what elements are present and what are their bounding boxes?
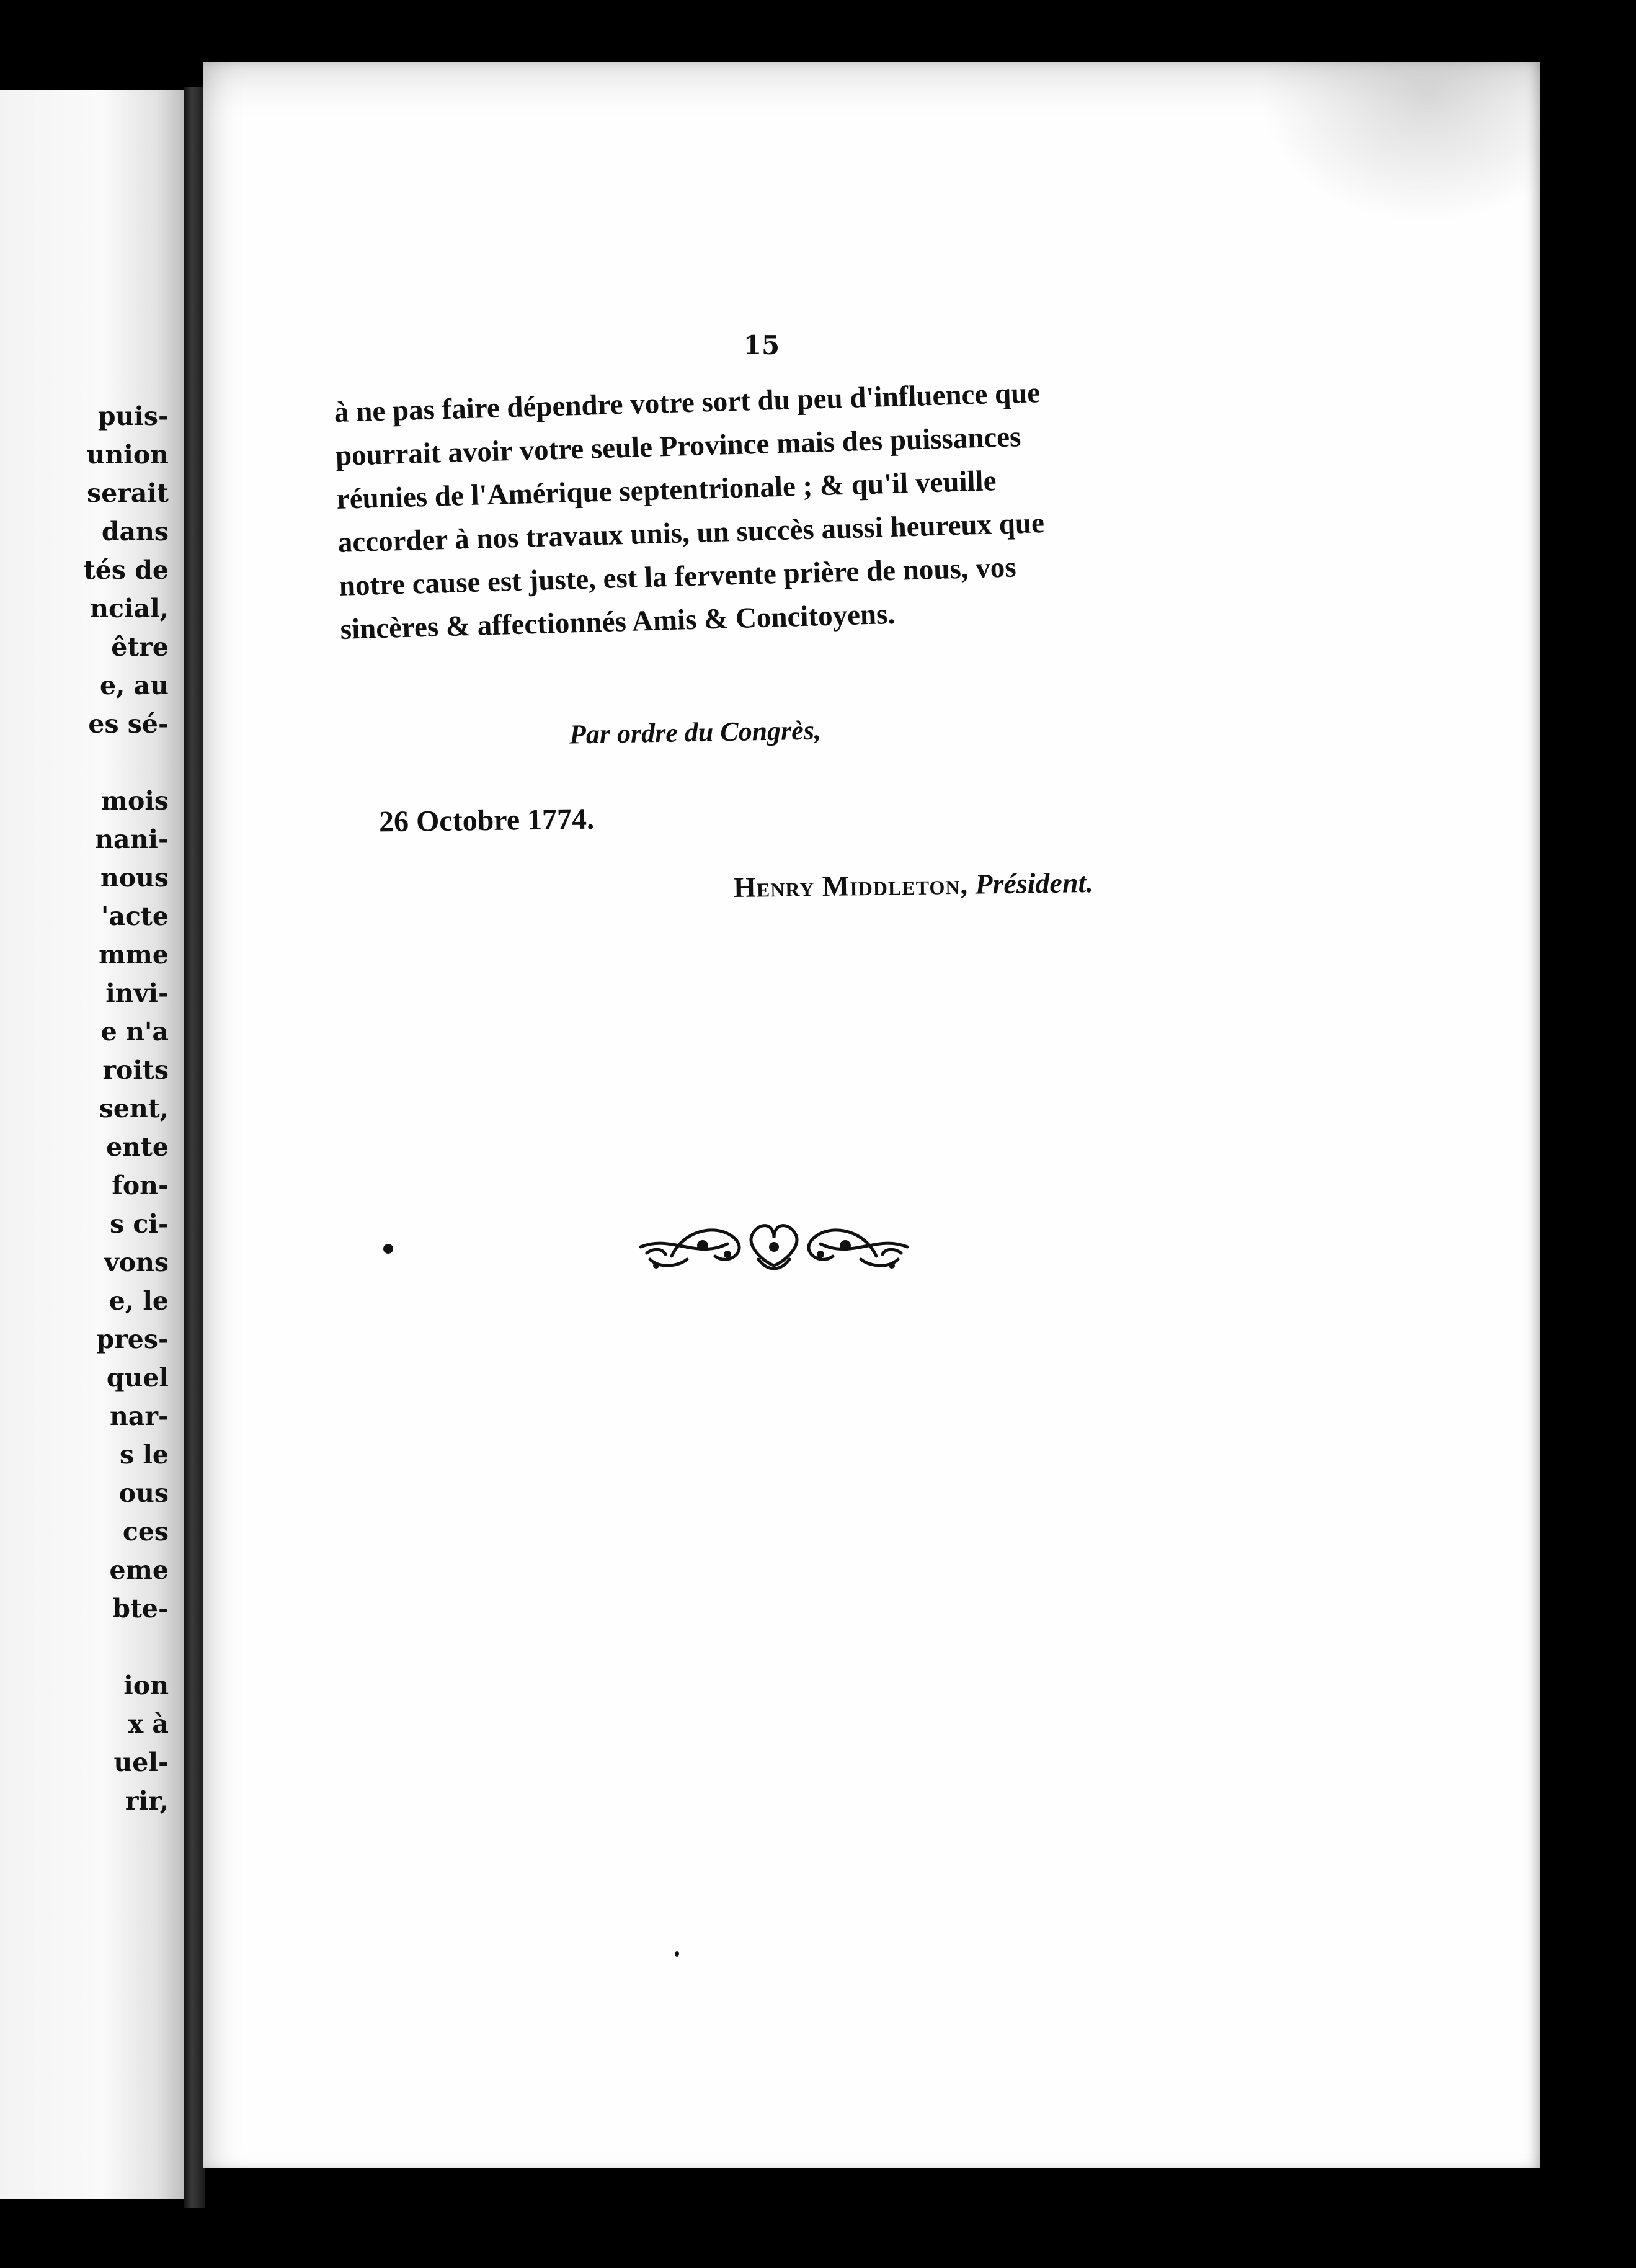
left-fragment-line: sent, [99,1094,169,1123]
left-fragment-line: eme [109,1555,169,1585]
left-fragment-line: 'acte [100,901,169,931]
left-fragment-line: pres- [96,1324,169,1354]
ink-speck [675,1951,679,1957]
left-fragment-line: e, le [109,1286,169,1316]
signoff-line: Par ordre du Congrès, [569,715,822,750]
left-fragment-line: dans [101,517,169,547]
left-fragment-line: e n'a [100,1017,169,1047]
left-fragment-line: ous [118,1478,169,1508]
left-page-text-fragments [0,397,169,1820]
left-fragment-line: bte- [112,1594,169,1623]
ink-speck [383,1244,393,1254]
left-fragment-line: es sé- [88,709,169,739]
left-fragment-line: invi- [105,978,169,1008]
left-fragment-line: union [86,440,169,470]
body-paragraph [334,365,1246,651]
left-fragment-line: ncial, [90,594,169,623]
paragraph-line: pourrait avoir votre seule Province mais des puissances [335,421,1021,472]
left-fragment-line: serait [87,478,169,508]
left-fragment-line: rir, [125,1786,169,1816]
left-fragment-line: x à [128,1709,169,1739]
left-fragment-line: e, au [99,671,169,700]
left-fragment-line: fon- [112,1171,169,1200]
date-line: 26 Octobre 1774. [378,802,595,839]
left-fragment-line: quel [106,1363,169,1393]
book-gutter [184,87,205,2208]
left-fragment-line: tés de [83,555,169,585]
left-fragment-line: mme [99,940,169,970]
signature-name: Henry Middleton, [733,868,969,904]
left-fragment-line: puis- [97,401,169,431]
left-fragment-line: roits [102,1055,169,1085]
left-fragment-line: ion [123,1671,169,1700]
paragraph-line: sincères & affectionnés Amis & Concitoyens. [340,597,896,646]
left-fragment-line: uel- [113,1748,169,1777]
left-fragment-line [0,1628,169,1666]
paragraph-line: notre cause est juste, est la fervente prière de nous, vos [339,551,1017,602]
left-fragment-line: s le [119,1440,169,1470]
left-fragment-line: ente [106,1132,169,1162]
left-fragment-line: s ci- [110,1209,169,1239]
paragraph-line: réunies de l'Amérique septentrionale ; & qu'il veuille [336,465,997,516]
page-number: 15 [743,330,780,360]
left-fragment-line [0,743,169,782]
left-page-fragment [0,90,185,2199]
floral-ornament-icon [634,1210,914,1284]
left-fragment-line: être [111,632,169,662]
left-fragment-line: mois [100,786,169,816]
signature [734,866,1093,904]
paragraph-line: accorder à nos travaux unis, un succès aussi heureux que [337,507,1045,559]
left-fragment-line: nous [100,863,169,893]
paragraph-line: à ne pas faire dépendre votre sort du peu d'influence que [334,377,1041,429]
signature-title: Président. [975,866,1094,900]
right-page [203,62,1540,2168]
left-fragment-line: nani- [95,824,169,854]
left-fragment-line: nar- [110,1401,169,1431]
left-fragment-line: vons [104,1248,169,1277]
left-fragment-line: ces [122,1517,169,1547]
